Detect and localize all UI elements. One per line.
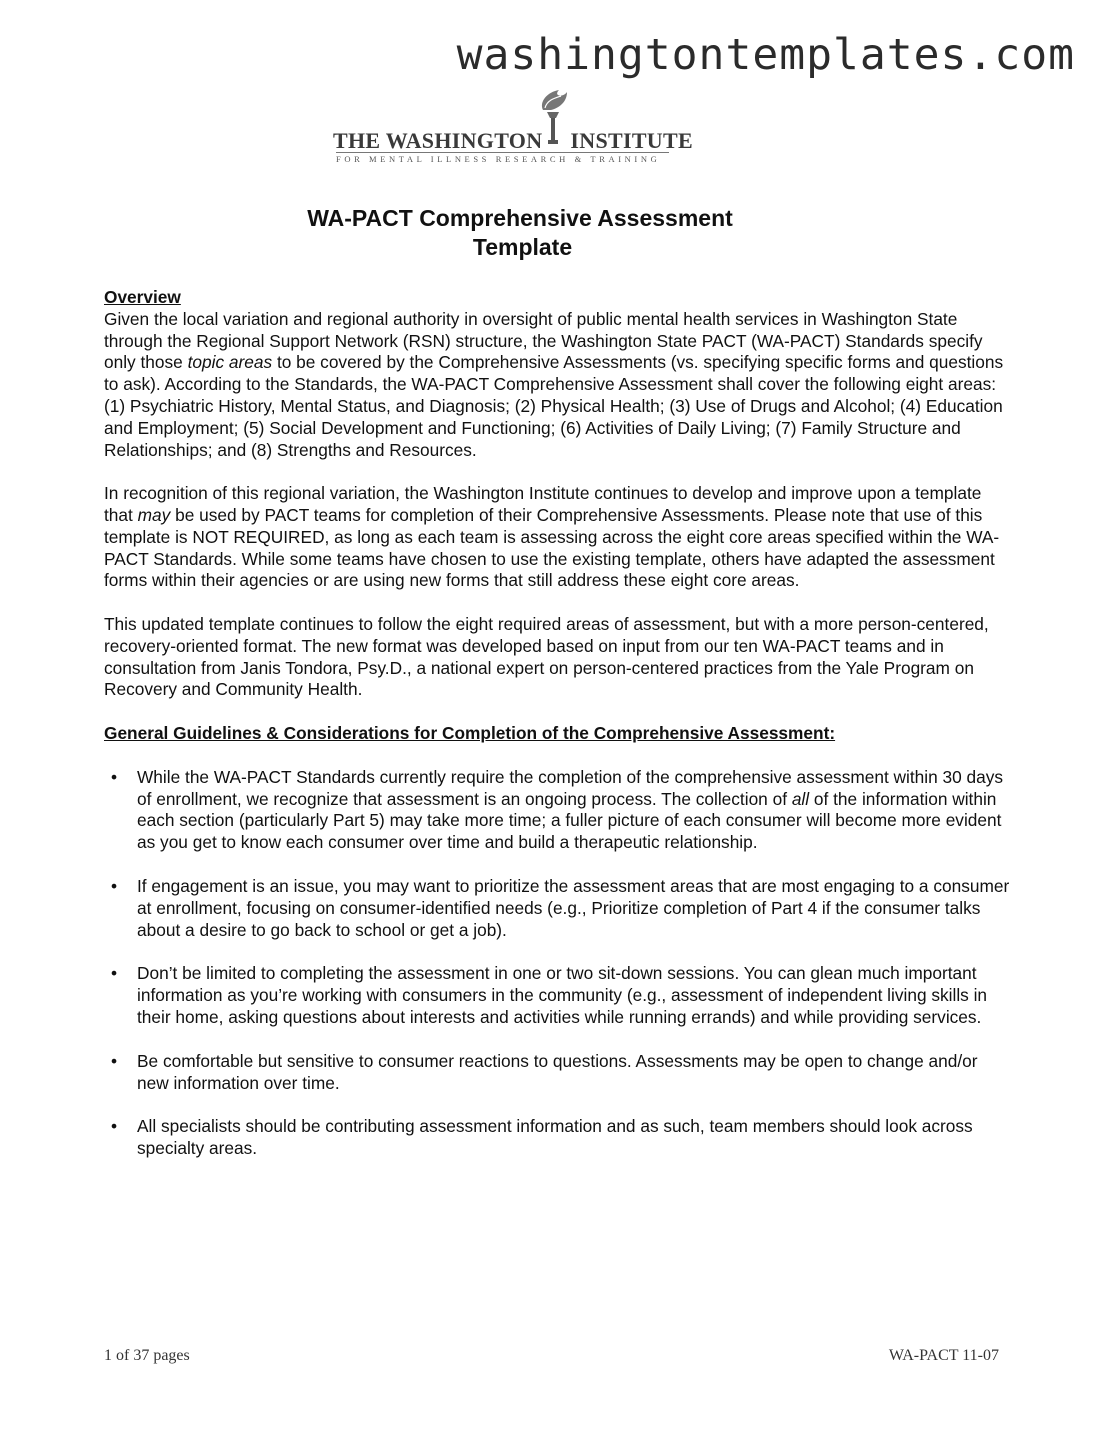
overview-paragraph-3: This updated template continues to follow the eight required areas of assessment, but with a more person-centered, recovery-oriented format. The new format was developed based on input from our ten WA-PACT teams and in consultation from Janis Tondora, Psy.D., a national expert on person-centered practices from the Yale Program on Recovery and Community Health. <box>104 613 989 700</box>
logo-wordmark <box>333 128 693 154</box>
list-item: • All specialists should be contributing assessment information and as such, team members should look across specialty areas. <box>111 1116 973 1159</box>
bullet-icon: • <box>111 1116 118 1137</box>
logo-rule <box>336 152 669 153</box>
title-line-2: Template <box>472 234 573 260</box>
guidelines-list <box>104 767 1014 1160</box>
overview-paragraph-1: Given the local variation and regional authority in oversight of public mental health services in Washington State through the Regional Support Network (RSN) structure, the Washington State PACT (WA-PACT) Standards specify only those topic areas to be covered by the Comprehensive Assessments (vs. specifying specific forms and questions to ask). According to the Standards, the WA-PACT Comprehensive Assessment shall cover the following eight areas: (1) Psychiatric History, Mental Status, and Diagnosis; (2) Physical Health; (3) Use of Drugs and Alcohol; (4) Education and Employment; (5) Social Development and Functioning; (6) Activities of Daily Living; (7) Family Structure and Relationships; and (8) Strengths and Resources. <box>104 308 1004 460</box>
list-item: • Be comfortable but sensitive to consumer reactions to questions. Assessments may be open to change and/or new information over time. <box>111 1050 978 1093</box>
watermark-text: washingtontemplates.com <box>456 30 1075 80</box>
document-code: WA-PACT 11-07 <box>888 1347 999 1364</box>
bullet-icon: • <box>111 875 118 896</box>
logo-tagline: FOR MENTAL ILLNESS RESEARCH & TRAINING <box>336 154 661 164</box>
document-body <box>104 287 1014 1182</box>
bullet-icon: • <box>111 766 118 787</box>
document-title <box>0 204 1040 262</box>
institute-logo <box>333 88 693 168</box>
list-item: • While the WA-PACT Standards currently require the completion of the comprehensive assessment within 30 days of enrollment, we recognize that assessment is an ongoing process. The collection of all of the information within each section (particularly Part 5) may take more time; a fuller picture of each consumer will become more evident as you get to know each consumer over time and build a therapeutic relationship. <box>111 766 1004 853</box>
bullet-icon: • <box>111 963 118 984</box>
bullet-icon: • <box>111 1050 118 1071</box>
title-line-1: WA-PACT Comprehensive Assessment <box>307 205 733 231</box>
overview-heading: Overview <box>104 287 181 307</box>
guidelines-heading: General Guidelines & Considerations for Completion of the Comprehensive Assessment: <box>104 722 836 743</box>
list-item: • Don’t be limited to completing the assessment in one or two sit-down sessions. You can glean much important information as you’re working with consumers in the community (e.g., assessment of independent living skills in their home, asking questions about interests and activities while running errands) and while providing services. <box>111 963 988 1027</box>
overview-paragraph-2: In recognition of this regional variation, the Washington Institute continues to develop and improve upon a template that may be used by PACT teams for completion of their Comprehensive Assessments. Please note that use of this template is NOT REQUIRED, as long as each team is assessing across the eight core areas specified within the WA-PACT Standards. While some teams have chosen to use the existing template, others have adapted the assessment forms within their agencies or are using new forms that still address these eight core areas. <box>104 483 1000 591</box>
logo-wordmark-left: THE WASHINGTON <box>333 128 543 153</box>
list-item: • If engagement is an issue, you may want to prioritize the assessment areas that are most engaging to a consumer at enrollment, focusing on consumer-identified needs (e.g., Prioritize completion of Part 4 if the consumer talks about a desire to go back to school or get a job). <box>111 875 1010 940</box>
logo-wordmark-right: INSTITUTE <box>570 128 693 153</box>
page-number: 1 of 37 pages <box>104 1347 190 1364</box>
